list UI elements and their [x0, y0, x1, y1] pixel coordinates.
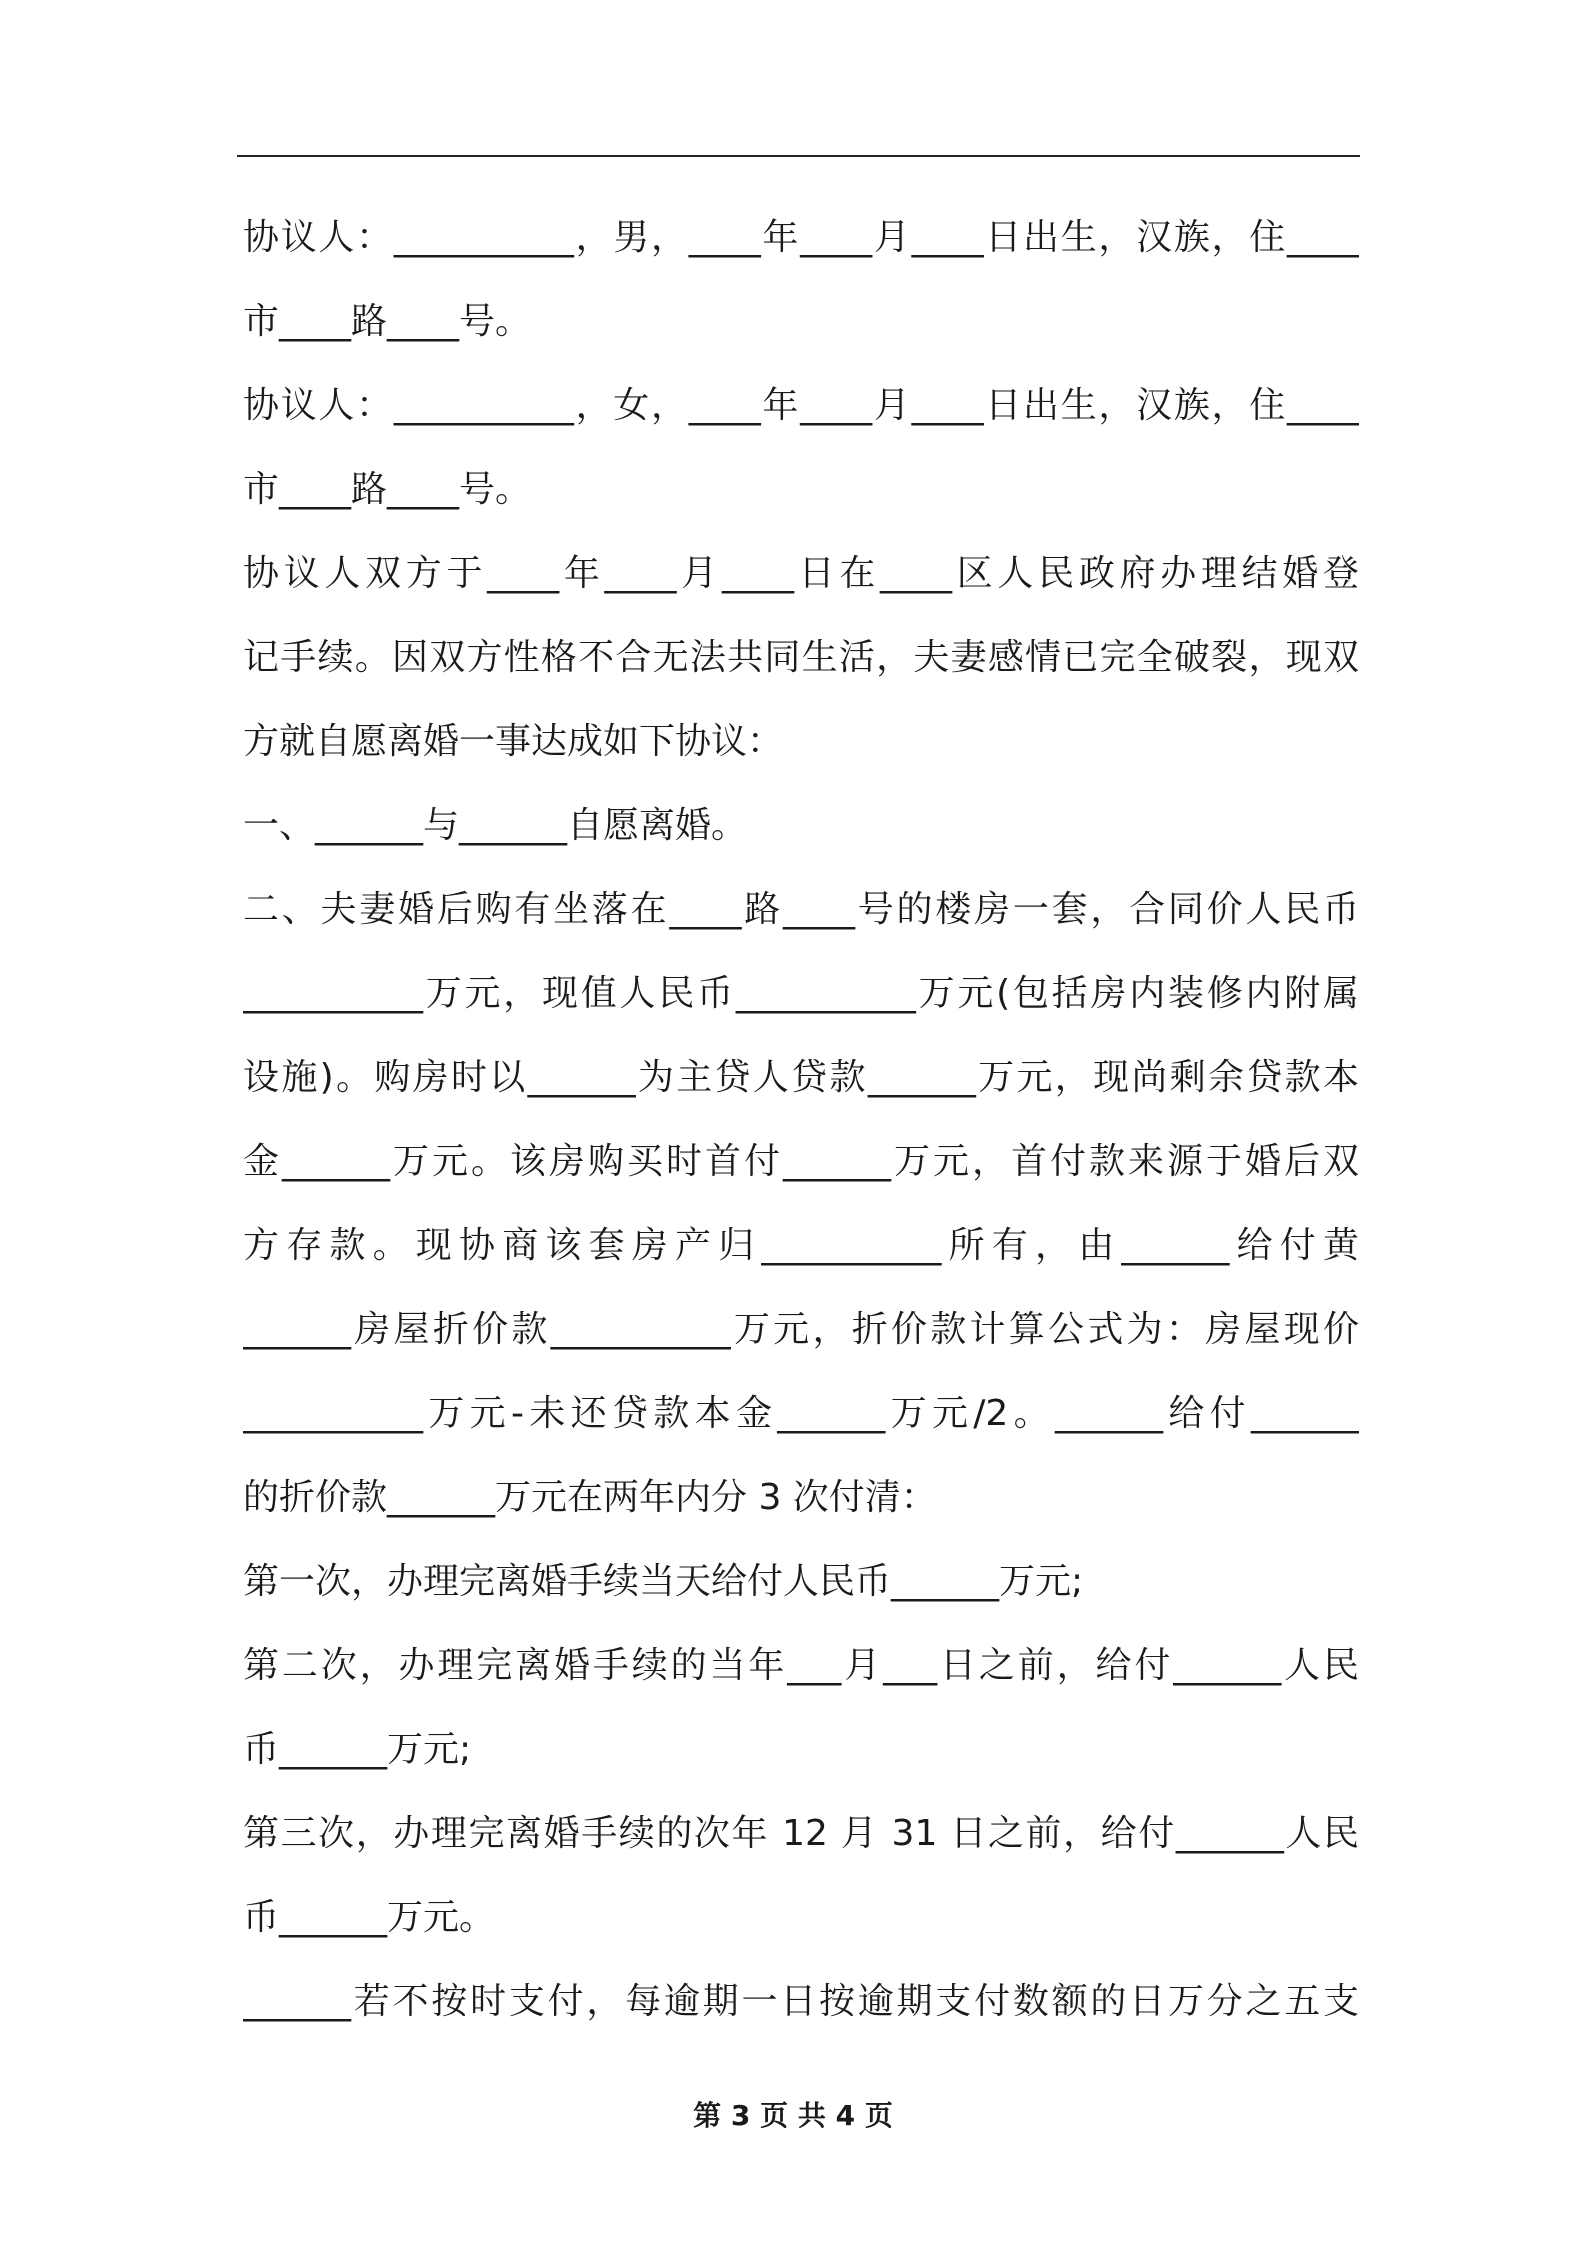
text-line: 的折价款______万元在两年内分 3 次付清： [243, 1477, 937, 1518]
text-line: 币______万元; [243, 1729, 472, 1770]
text-line: 第三次，办理完离婚手续的次年 12 月 31 日之前，给付______人民 [243, 1813, 1359, 1854]
text-line: 方就自愿离婚一事达成如下协议： [243, 721, 784, 762]
text-line: 方存款。现协商该套房产归__________所有，由______给付黄 [243, 1225, 1359, 1266]
text-line: 二、夫妻婚后购有坐落在____路____号的楼房一套，合同价人民币 [243, 889, 1359, 930]
page-number: 第 3 页 共 4 页 [693, 2099, 893, 2132]
text-line: 第二次，办理完离婚手续的当年___月___日之前，给付______人民 [243, 1645, 1359, 1686]
text-line: __________万元-未还贷款本金______万元/2。______给付______ [243, 1393, 1359, 1434]
text-line: 市____路____号。 [243, 301, 532, 342]
text-line: 设施)。购房时以______为主贷人贷款______万元，现尚剩余贷款本 [243, 1057, 1359, 1098]
header-divider [237, 155, 1360, 157]
text-line: ______若不按时支付，每逾期一日按逾期支付数额的日万分之五支 [243, 1981, 1359, 2022]
text-line: ______房屋折价款__________万元，折价款计算公式为：房屋现价 [243, 1309, 1359, 1350]
text-line: 市____路____号。 [243, 469, 532, 510]
text-line: 金______万元。该房购买时首付______万元，首付款来源于婚后双 [243, 1141, 1359, 1182]
text-line: 协议人双方于____年____月____日在____区人民政府办理结婚登 [243, 553, 1359, 594]
text-line: 记手续。因双方性格不合无法共同生活，夫妻感情已完全破裂，现双 [243, 637, 1359, 678]
text-line: 协议人：__________，女，____年____月____日出生，汉族，住____ [243, 385, 1359, 426]
text-line: 币______万元。 [243, 1897, 496, 1938]
text-line: 协议人：__________，男，____年____月____日出生，汉族，住____ [243, 217, 1359, 258]
text-line: __________万元，现值人民币__________万元(包括房内装修内附属 [243, 973, 1359, 1014]
text-line: 第一次，办理完离婚手续当天给付人民币______万元; [243, 1561, 1084, 1602]
text-line: 一、______与______自愿离婚。 [243, 805, 748, 846]
agreement-body [243, 196, 1359, 2044]
